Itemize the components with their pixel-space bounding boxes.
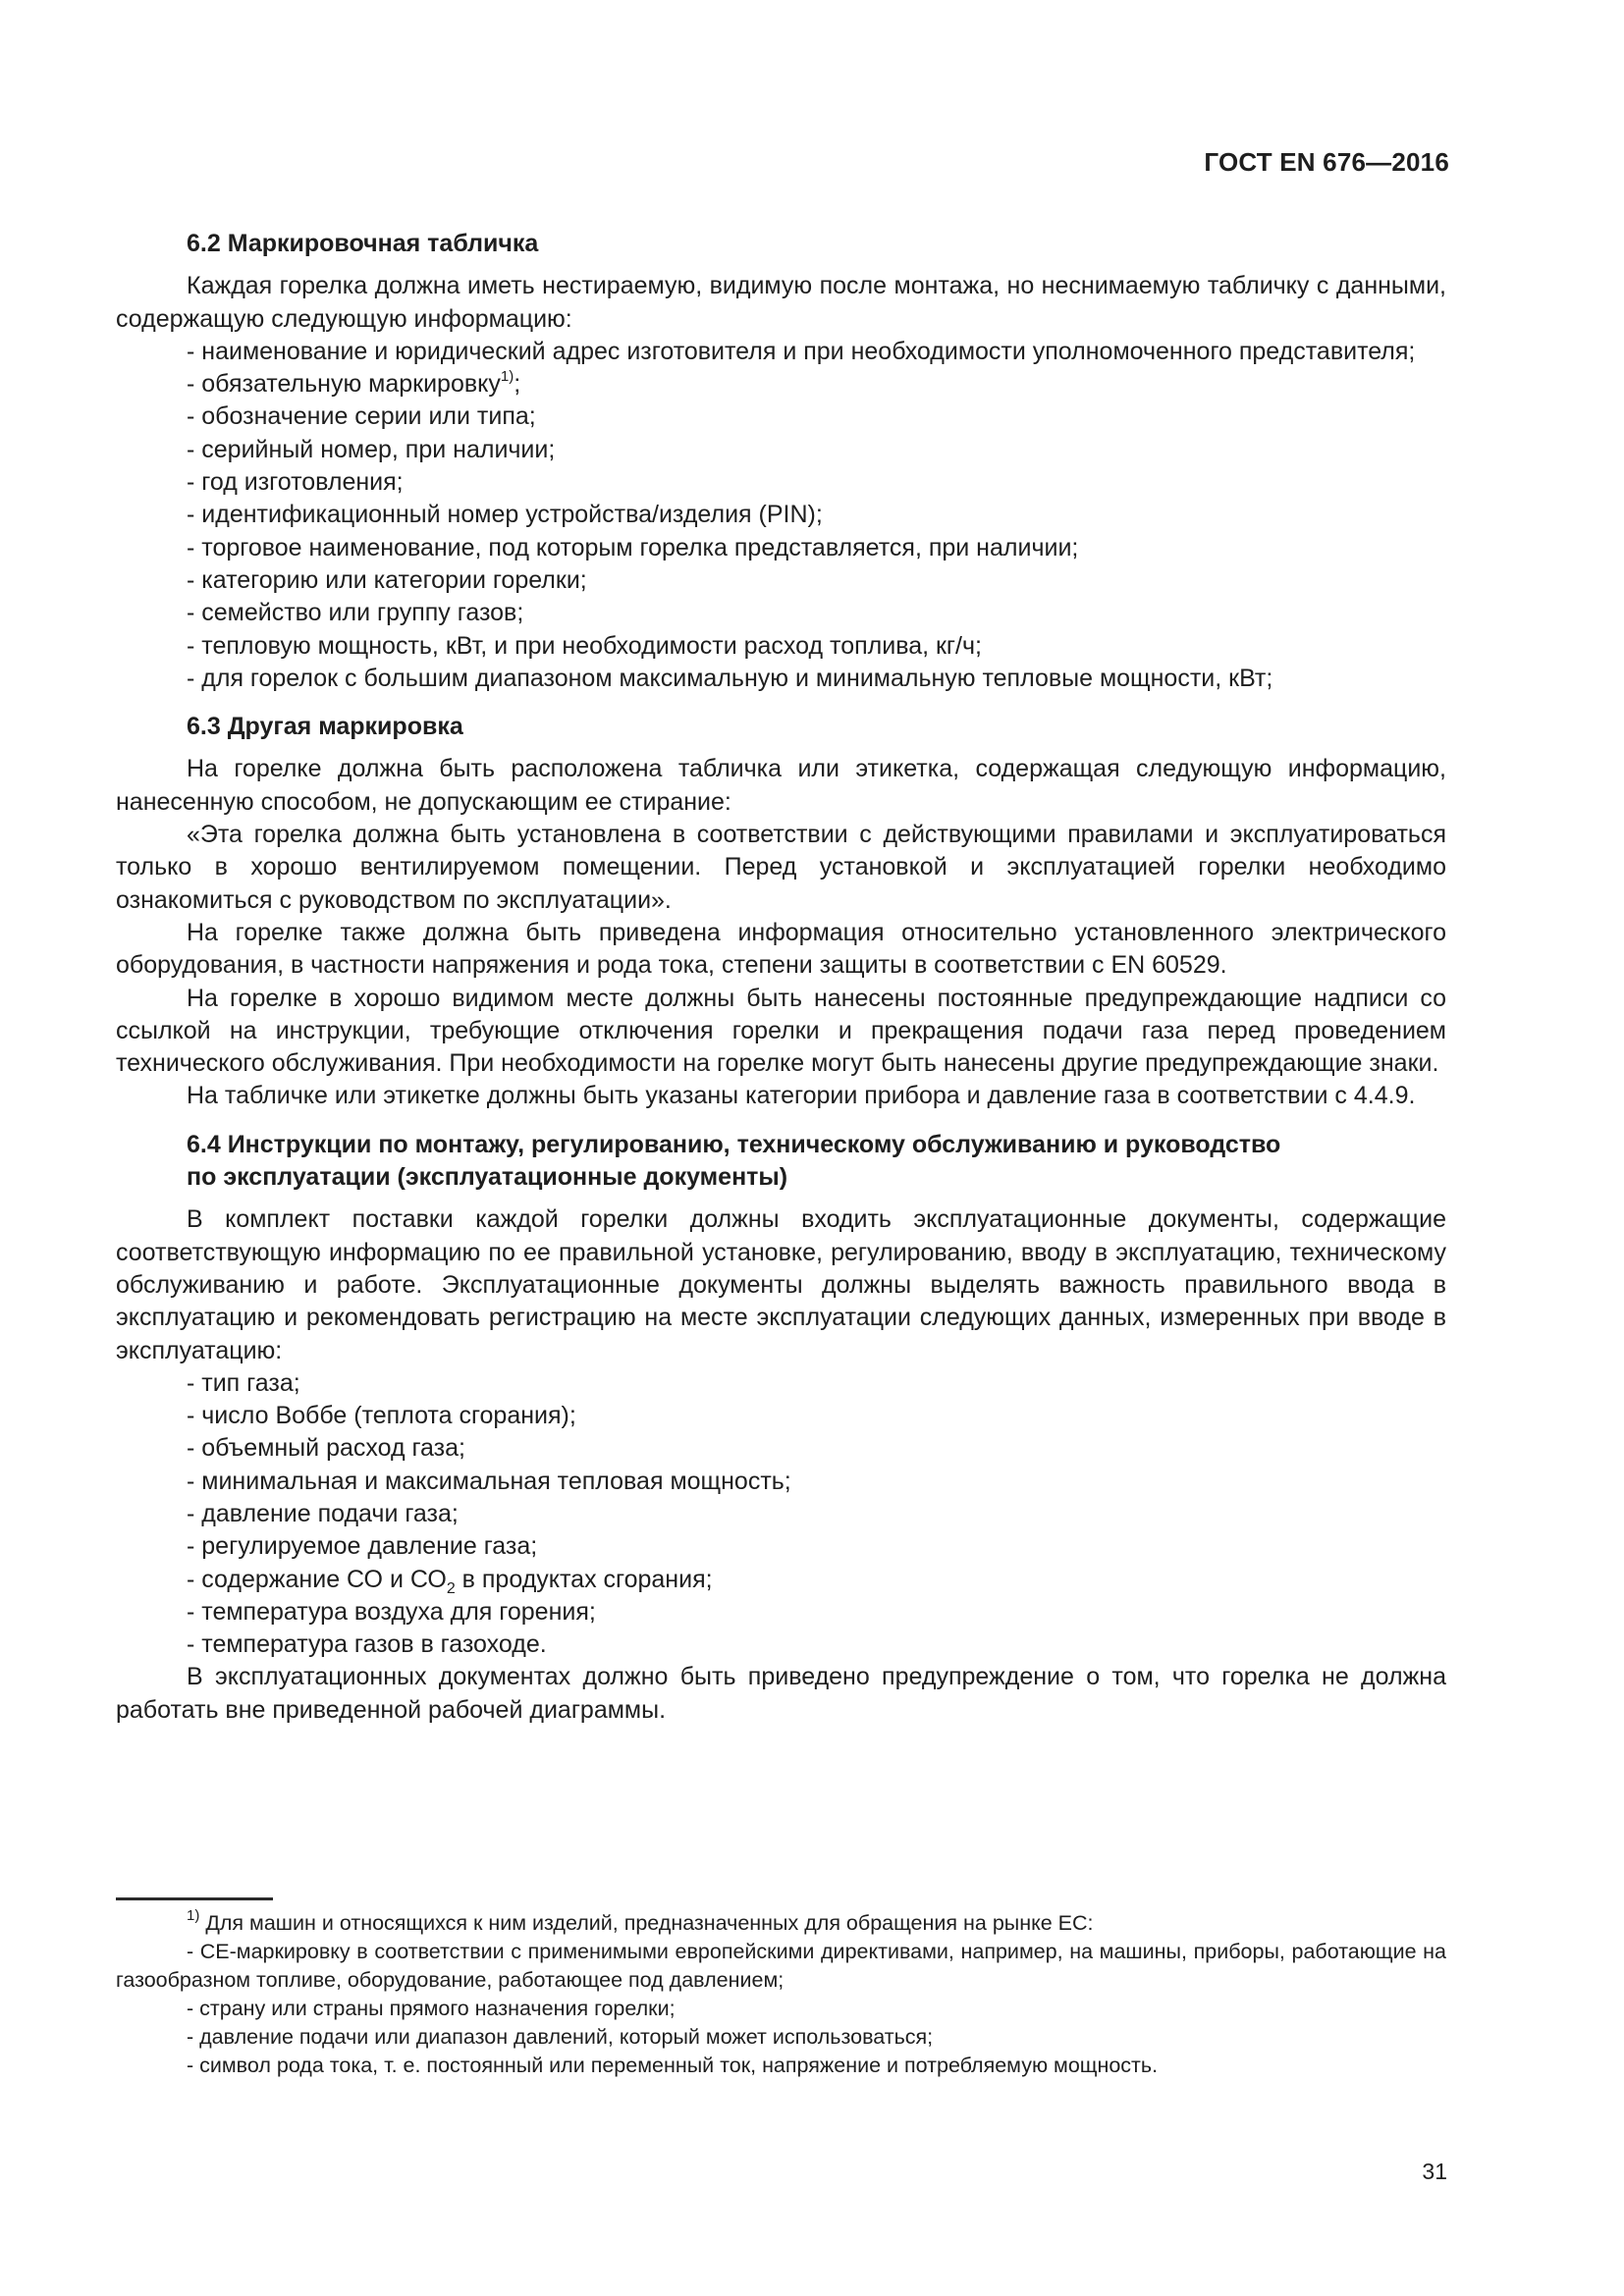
list-item-text: - обязательную маркировку xyxy=(187,370,501,399)
document-code: ГОСТ EN 676—2016 xyxy=(1204,147,1449,177)
paragraph: На табличке или этикетке должны быть указаны категории прибора и давление газа в соответствии с 4.4.9. xyxy=(187,1082,1416,1110)
list-item: - серийный номер, при наличии; xyxy=(187,435,556,463)
list-item: - торговое наименование, под которым горелка представляется, при наличии; xyxy=(187,533,1079,561)
list-item: - тепловую мощность, кВт, и при необходимости расход топлива, кг/ч; xyxy=(187,631,982,660)
list-item: - давление подачи газа; xyxy=(187,1499,459,1527)
list-item: - температура воздуха для горения; xyxy=(187,1597,596,1626)
list-item xyxy=(116,368,1446,400)
footnotes xyxy=(116,1906,1446,2080)
list-item: - регулируемое давление газа; xyxy=(187,1532,538,1561)
section-6-4-intro: В комплект поставки каждой горелки должны входить эксплуатационные документы, содержащие соответствующую информацию по ее правильной установке, регулированию, вводу в эксплуатацию, техническому обслуживанию и работе. Эксплуатационные документы должны выделять важность правильного ввода в эксплуатацию и рекомендовать регистрацию на месте эксплуатации следующих данных, измеренных при вводе в эксплуатацию: xyxy=(116,1205,1446,1364)
footnote-item: - символ рода тока, т. е. постоянный или переменный ток, напряжение и потребляемую мощность. xyxy=(187,2054,1159,2077)
paragraph: На горелке должна быть расположена табличка или этикетка, содержащая следующую информацию, нанесенную способом, не допускающим ее стирание: xyxy=(116,755,1446,816)
list-item: - наименование и юридический адрес изготовителя и при необходимости уполномоченного представителя; xyxy=(187,337,1416,365)
footnote-item: - давление подачи или диапазон давлений, который может использоваться; xyxy=(187,2025,934,2049)
footnote-separator xyxy=(116,1897,273,1900)
section-6-4-heading-line1: 6.4 Инструкции по монтажу, регулированию, техническому обслуживанию и руководство xyxy=(187,1130,1281,1158)
footnote-lead xyxy=(116,1906,1446,1938)
list-item: - объемный расход газа; xyxy=(187,1434,465,1463)
list-item: - число Воббе (теплота сгорания); xyxy=(187,1402,576,1430)
footnote-item: - страну или страны прямого назначения горелки; xyxy=(187,1997,676,2020)
section-6-3-heading: 6.3 Другая маркировка xyxy=(187,713,463,741)
list-item: - год изготовления; xyxy=(187,468,404,497)
list-item: - обозначение серии или типа; xyxy=(187,402,536,431)
section-6-4-closing: В эксплуатационных документах должно быть приведено предупреждение о том, что горелка не должна работать вне приведенной рабочей диаграммы. xyxy=(116,1663,1446,1724)
list-item: - температура газов в газоходе. xyxy=(187,1630,547,1659)
paragraph: «Эта горелка должна быть установлена в соответствии с действующими правилами и эксплуатироваться только в хорошо вентилируемом помещении. Перед установкой и эксплуатацией горелки необходимо ознакомиться с руководством по эксплуатации». xyxy=(116,821,1446,914)
section-6-2-intro: Каждая горелка должна иметь нестираемую, видимую после монтажа, но неснимаемую табличку с данными, содержащую следующую информацию: xyxy=(116,272,1446,333)
footnote-lead-text: Для машин и относящихся к ним изделий, предназначенных для обращения на рынке ЕС: xyxy=(199,1911,1094,1935)
list-item: - для горелок с большим диапазоном максимальную и минимальную тепловые мощности, кВт; xyxy=(187,664,1273,692)
footnote-item: - СЕ-маркировку в соответствии с применимыми европейскими директивами, например, на машины, приборы, работающие на газообразном топливе, оборудование, работающее под давлением; xyxy=(116,1940,1446,1992)
section-6-4-heading xyxy=(116,1129,1446,1195)
main-content xyxy=(116,228,1446,1727)
list-item: - категорию или категории горелки; xyxy=(187,565,587,594)
list-item: - минимальная и максимальная тепловая мощность; xyxy=(187,1467,791,1495)
paragraph: На горелке также должна быть приведена информация относительно установленного электрического оборудования, в частности напряжения и рода тока, степени защиты в соответствии с EN 60529. xyxy=(116,918,1446,980)
paragraph: На горелке в хорошо видимом месте должны быть нанесены постоянные предупреждающие надписи со ссылкой на инструкции, требующие отключения горелки и прекращения подачи газа перед проведением технического обслуживания. При необходимости на горелке могут быть нанесены другие предупреждающие знаки. xyxy=(116,984,1446,1078)
section-6-4-heading-line2: по эксплуатации (эксплуатационные документы) xyxy=(187,1163,788,1192)
list-item: - тип газа; xyxy=(187,1368,300,1397)
list-item: - идентификационный номер устройства/изделия (PIN); xyxy=(187,501,823,529)
footnote-marker: 1) xyxy=(187,1906,200,1924)
section-6-2-heading: 6.2 Маркировочная табличка xyxy=(187,230,539,257)
list-item-tail: ; xyxy=(514,370,521,399)
list-item xyxy=(116,1564,1446,1596)
list-item-tail: в продуктах сгорания; xyxy=(455,1565,713,1593)
list-item: - семейство или группу газов; xyxy=(187,599,524,627)
list-item-text: - содержание СО и СО xyxy=(187,1565,447,1593)
page-number: 31 xyxy=(1422,2159,1447,2184)
subscript: 2 xyxy=(446,1579,456,1597)
footnote-reference[interactable]: 1) xyxy=(500,367,514,385)
